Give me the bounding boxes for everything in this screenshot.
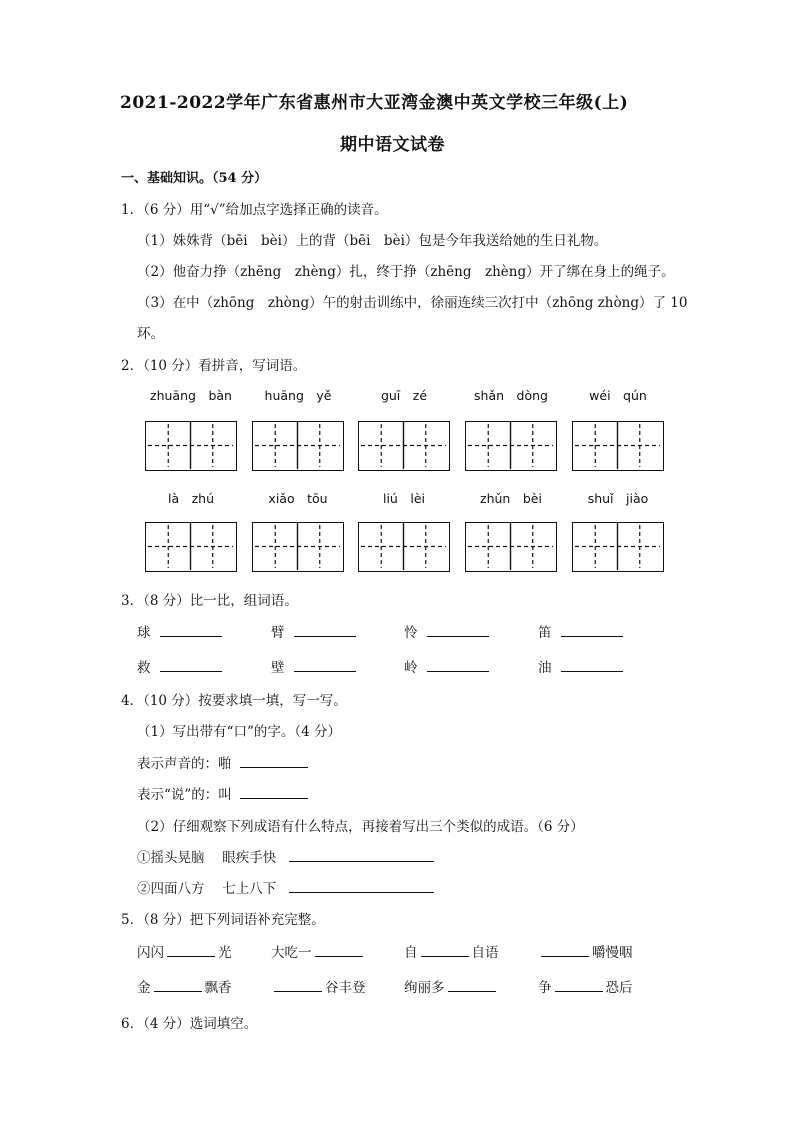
- q5-idiom-item: [271, 976, 366, 996]
- q1-sentence-3: （3）在中（zhōng zhòng）午的射击训练中，徐丽连续三次打中（zhōng zhòng）了 10: [137, 295, 688, 311]
- q5-idiom-suffix: 飘香: [204, 980, 232, 996]
- q5-idiom-item: [404, 976, 499, 996]
- q3-character: 壁: [271, 660, 285, 676]
- q5-answer-blank[interactable]: [154, 977, 202, 992]
- q3-character: 怜: [404, 625, 418, 641]
- q3-word-item: [404, 656, 489, 676]
- q1-sentence-2: （2）他奋力挣（zhēng zhèng）扎，终于挣（zhēng zhèng）开了绑在身上的绳子。: [137, 264, 675, 280]
- q5-idiom-prefix: 自: [404, 945, 418, 961]
- q3-word-item: [137, 621, 222, 641]
- q2-writing-grid[interactable]: [572, 421, 664, 471]
- q4-sound-line: [137, 752, 308, 772]
- q1-sentence-1: （1）姝姝背（bēi bèi）上的背（bēi bèi）包是今年我送给她的生日礼物。: [137, 233, 608, 249]
- q3-word-item: [538, 656, 623, 676]
- q3-answer-blank[interactable]: [160, 622, 222, 637]
- q3-character: 油: [538, 660, 552, 676]
- q3-answer-blank[interactable]: [427, 657, 489, 672]
- q2-writing-grid[interactable]: [465, 522, 557, 572]
- q5-answer-blank[interactable]: [541, 942, 589, 957]
- q3-word-item: [404, 621, 489, 641]
- q4-idiom-line-2: [137, 877, 434, 897]
- q3-answer-blank[interactable]: [294, 657, 356, 672]
- q3-character: 笛: [538, 625, 552, 641]
- q3-answer-blank[interactable]: [561, 622, 623, 637]
- q3-character: 球: [137, 625, 151, 641]
- q2-writing-grid[interactable]: [358, 522, 450, 572]
- q5-answer-blank[interactable]: [315, 942, 363, 957]
- q2-writing-grid[interactable]: [252, 522, 344, 572]
- q5-idiom-item: [137, 976, 232, 996]
- page-title-line1: 2021-2022学年广东省惠州市大亚湾金澳中英文学校三年级(上): [120, 93, 629, 113]
- q5-idiom-suffix: 光: [218, 945, 232, 961]
- q4-say-blank[interactable]: [240, 784, 308, 799]
- q3-character: 臂: [271, 625, 285, 641]
- q2-stem: 2．（10 分）看拼音，写词语。: [121, 358, 307, 374]
- q5-answer-blank[interactable]: [167, 942, 215, 957]
- q4-idiom-line-1: [137, 846, 434, 866]
- q5-idiom-item: [404, 941, 499, 961]
- q3-character: 岭: [404, 660, 418, 676]
- q3-word-item: [271, 621, 356, 641]
- q4-idiom-blank-1[interactable]: [289, 847, 434, 862]
- q2-pinyin: shuǐ jiào: [587, 491, 649, 506]
- q5-idiom-suffix: 自语: [471, 945, 499, 961]
- q4-idiom-blank-2[interactable]: [289, 878, 434, 893]
- q1-stem: 1．（6 分）用“√”给加点字选择正确的读音。: [121, 202, 388, 218]
- q6-stem: 6．（4 分）选词填空。: [121, 1016, 258, 1032]
- section-heading: 一、基础知识。（54 分）: [121, 171, 268, 186]
- q2-writing-grid[interactable]: [465, 421, 557, 471]
- q2-writing-grid[interactable]: [145, 421, 237, 471]
- q5-idiom-prefix: 大吃一: [271, 945, 312, 961]
- q1-sentence-3-end: 环。: [137, 326, 164, 342]
- q2-writing-grid[interactable]: [252, 421, 344, 471]
- q3-stem: 3．（8 分）比一比，组词语。: [121, 593, 298, 609]
- q2-writing-grid[interactable]: [572, 522, 664, 572]
- q5-idiom-suffix: 谷丰登: [325, 980, 366, 996]
- q5-idiom-suffix: 嚼慢咽: [592, 945, 633, 961]
- q3-answer-blank[interactable]: [561, 657, 623, 672]
- q4-part1: （1）写出带有“口”的字。（4 分）: [137, 724, 342, 740]
- q5-idiom-prefix: 绚丽多: [404, 980, 445, 996]
- q2-pinyin: liú lèi: [382, 491, 425, 506]
- q5-answer-blank[interactable]: [555, 977, 603, 992]
- q5-idiom-item: [538, 941, 633, 961]
- q2-pinyin: shǎn dòng: [474, 388, 548, 403]
- q4-part2: （2）仔细观察下列成语有什么特点，再接着写出三个类似的成语。（6 分）: [137, 819, 584, 835]
- q3-character: 救: [137, 660, 151, 676]
- q4-say-label: 表示“说”的：叫: [137, 787, 232, 803]
- q5-idiom-prefix: 闪闪: [137, 945, 164, 961]
- page-title-line2: 期中语文试卷: [340, 135, 445, 155]
- q3-answer-blank[interactable]: [160, 657, 222, 672]
- q2-pinyin: xiǎo tōu: [268, 491, 328, 506]
- q3-word-item: [538, 621, 623, 641]
- q2-pinyin: zhuāng bàn: [150, 388, 232, 403]
- q5-idiom-item: [137, 941, 232, 961]
- q3-word-item: [271, 656, 356, 676]
- q2-pinyin: guī zé: [380, 388, 428, 403]
- q5-idiom-item: [538, 976, 633, 996]
- q2-pinyin: wéi qún: [589, 388, 647, 403]
- q3-answer-blank[interactable]: [427, 622, 489, 637]
- q4-sound-label: 表示声音的：啪: [137, 756, 232, 772]
- q2-pinyin: zhǔn bèi: [480, 491, 542, 506]
- q3-answer-blank[interactable]: [294, 622, 356, 637]
- q4-idiom-group-2: ②四面八方 七上八下: [137, 881, 277, 897]
- q5-idiom-suffix: 恐后: [605, 980, 633, 996]
- q2-pinyin: huāng yě: [264, 388, 332, 403]
- q5-idiom-prefix: 金: [137, 980, 151, 996]
- q4-stem: 4．（10 分）按要求填一填，写一写。: [121, 693, 347, 709]
- q2-pinyin: là zhú: [167, 491, 215, 506]
- q5-answer-blank[interactable]: [421, 942, 469, 957]
- q5-idiom-item: [271, 941, 366, 961]
- q2-writing-grid[interactable]: [145, 522, 237, 572]
- q3-word-item: [137, 656, 222, 676]
- q2-writing-grid[interactable]: [358, 421, 450, 471]
- q4-say-line: [137, 783, 308, 803]
- q5-idiom-prefix: 争: [538, 980, 552, 996]
- q5-answer-blank[interactable]: [274, 977, 322, 992]
- q5-answer-blank[interactable]: [448, 977, 496, 992]
- q4-sound-blank[interactable]: [240, 753, 308, 768]
- q4-idiom-group-1: ①摇头晃脑 眼疾手快: [137, 850, 277, 866]
- q5-stem: 5．（8 分）把下列词语补充完整。: [121, 912, 325, 928]
